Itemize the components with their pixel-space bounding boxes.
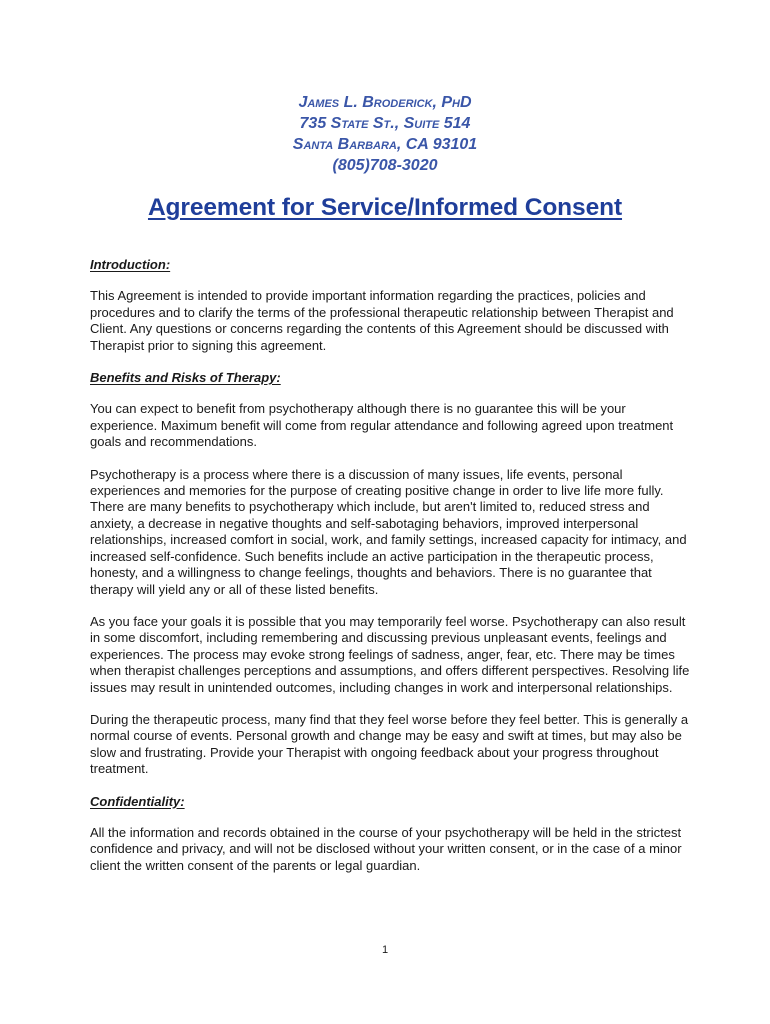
benefits-paragraph-2: Psychotherapy is a process where there is a discussion of many issues, life events, personal experiences and memories for the purpose of creating positive change in order to live life more fully. There are many benefits to psychotherapy which include, but aren't limited to, reduced stress and anxiety, a decrease in negative thoughts and self-sabotaging behaviors, improved interpersonal relationships, increased comfort in social, work, and family settings, increased capacity for intimacy, and increased self-confidence. Such benefits include an active participation in the therapeutic process, honesty, and a willingness to change feelings, thoughts and behaviors. There is no guarantee that therapy will yield any or all of these listed benefits. — [90, 466, 687, 597]
benefits-paragraph-4: During the therapeutic process, many find that they feel worse before they feel better. This is generally a normal course of events. Personal growth and change may be easy and swift at times, but may also be slow and frustrating. Provide your Therapist with ongoing feedback about your progress throughout treatment. — [90, 711, 689, 777]
introduction-paragraph: This Agreement is intended to provide important information regarding the practices, policies and procedures and to clarify the terms of the professional therapeutic relationship between Therapist and Client. Any questions or concerns regarding the contents of this Agreement should be discussed with Therapist prior to signing this agreement. — [90, 288, 674, 353]
benefits-paragraph-1: You can expect to benefit from psychotherapy although there is no guarantee this will be your experience. Maximum benefit will come from regular attendance and following agreed upon treatment goals and recommendations. — [90, 401, 674, 450]
confidentiality-paragraph: All the information and records obtained in the course of your psychotherapy will be held in the strictest confidence and privacy, and will not be disclosed without your written consent, or in the case of a minor client the written consent of the parents or legal guardian. — [90, 824, 682, 873]
letterhead-city: Santa Barbara, CA 93101 — [292, 136, 478, 153]
benefits-risks-heading: Benefits and Risks of Therapy: — [90, 370, 281, 386]
introduction-heading: Introduction: — [90, 257, 171, 272]
letterhead-name: James L. Broderick, PhD — [298, 94, 472, 111]
document-body — [90, 257, 690, 890]
page-number: 1 — [381, 944, 389, 956]
confidentiality-heading: Confidentiality: — [90, 793, 185, 809]
letterhead — [0, 92, 770, 176]
letterhead-street: 735 State St., Suite 514 — [299, 115, 471, 132]
benefits-paragraph-3: As you face your goals it is possible that you may temporarily feel worse. Psychotherapy can also result in some discomfort, including remembering and discussing previous unpleasant events, feelings and experiences. The process may evoke strong feelings of sadness, anger, fear, etc. There may be times when therapist challenges perceptions and assumptions, and offers different perspectives. Resolving life issues may result in unintended outcomes, including changes in work and interpersonal relationships. — [90, 613, 690, 695]
letterhead-phone: (805)708-3020 — [332, 157, 438, 174]
document-title: Agreement for Service/Informed Consent — [147, 194, 623, 221]
